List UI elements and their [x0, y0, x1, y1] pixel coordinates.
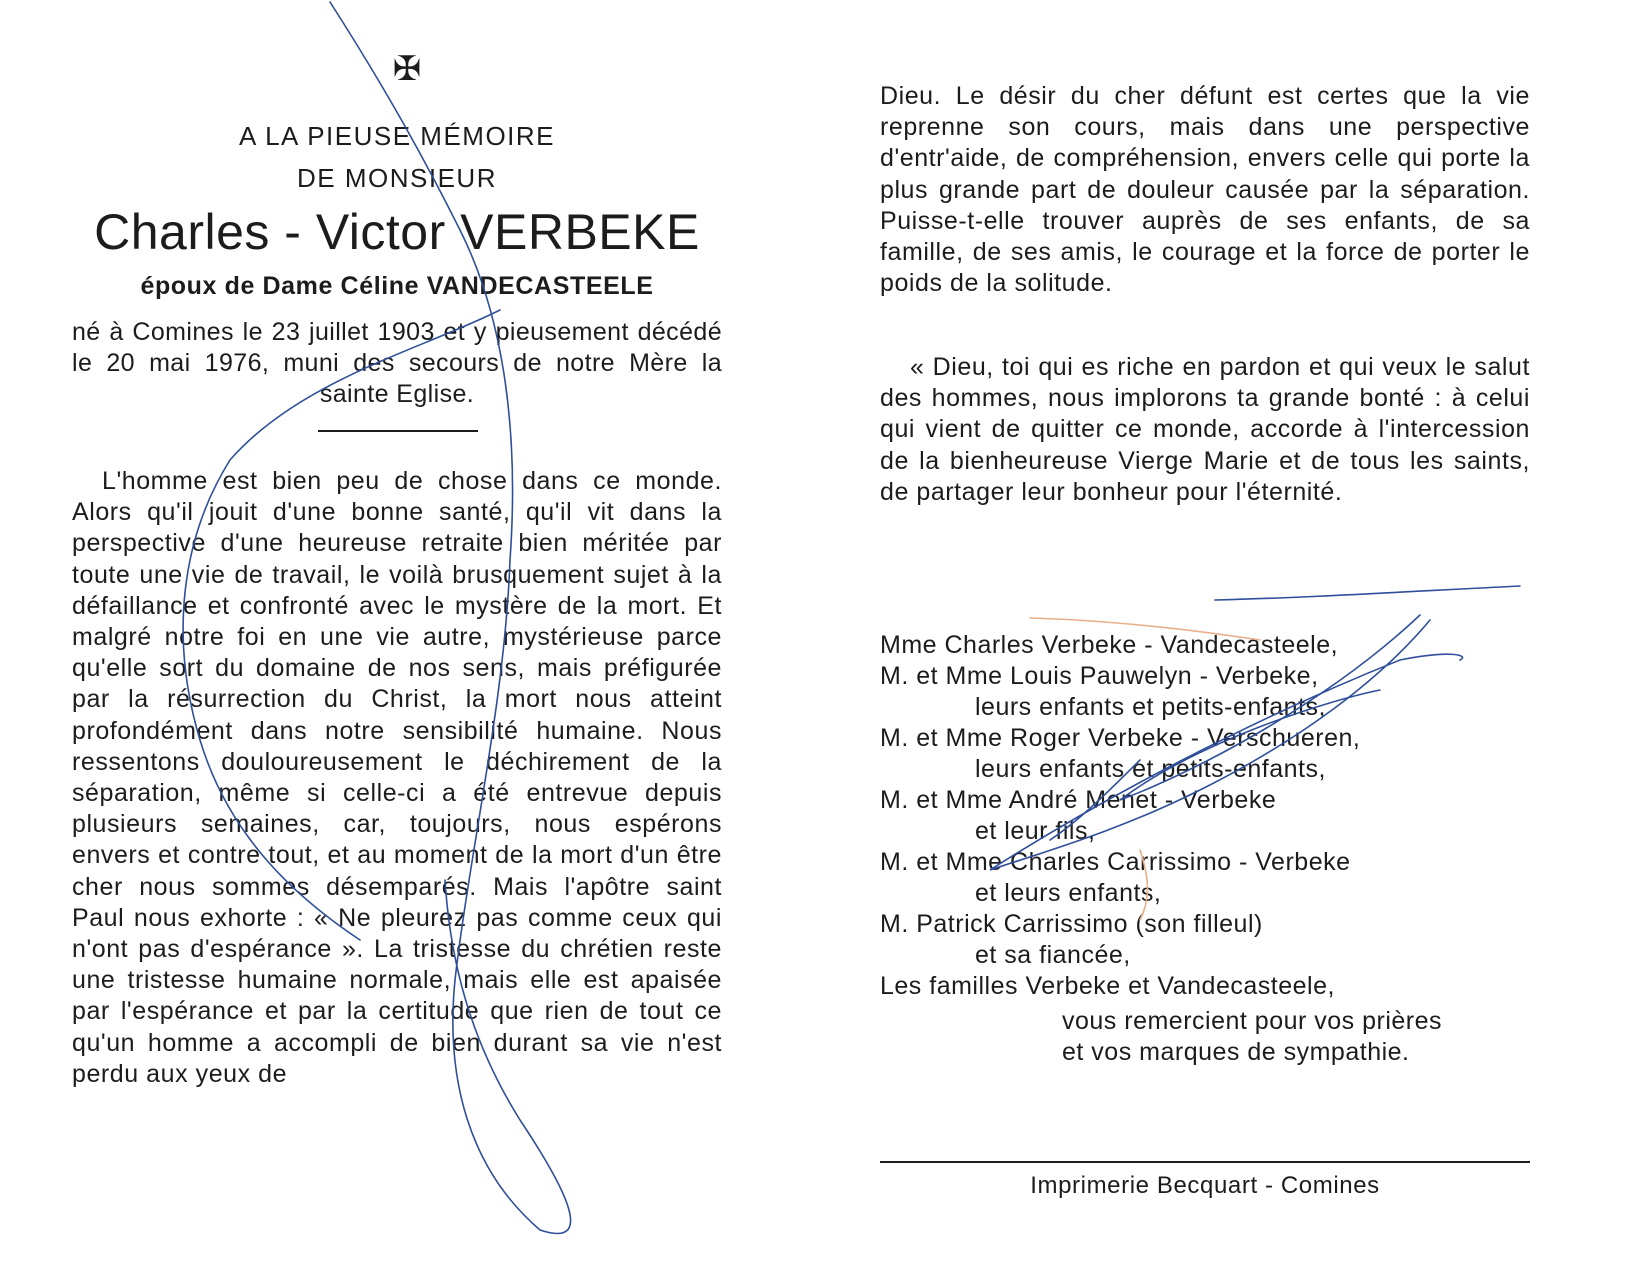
- divider: [880, 1161, 1530, 1163]
- thanks-line: vous remercient pour vos prières: [1062, 1007, 1443, 1035]
- family-member-line: Mme Charles Verbeke - Vandecasteele,: [880, 631, 1339, 659]
- deceased-name: Charles - Victor VERBEKE: [94, 204, 700, 260]
- family-member-line: M. et Mme Charles Carrissimo - Verbeke: [880, 848, 1351, 876]
- divider: [318, 430, 478, 432]
- memorial-subheading: DE MONSIEUR: [297, 163, 497, 193]
- family-member-line: et sa fiancée,: [975, 941, 1131, 969]
- thanks-line: et vos marques de sympathie.: [1062, 1038, 1410, 1066]
- family-member-line: M. et Mme André Menet - Verbeke: [880, 786, 1277, 814]
- family-member-line: M. et Mme Louis Pauwelyn - Verbeke,: [880, 662, 1319, 690]
- spouse-line: époux de Dame Céline VANDECASTEELE: [140, 272, 654, 300]
- right-column-text: Dieu. Le désir du cher défunt est certes que la vie reprenne son cours, mais dans une perspective d'entr'aide, de compréhension, envers celle qui porte la plus grande part de douleur causée par la séparation. Puisse-t-elle trouver auprès de ses enfants, de sa famille, de ses amis, le courage et la force de porter le poids de la solitude.: [880, 82, 1530, 298]
- memorial-heading: A LA PIEUSE MÉMOIRE: [238, 121, 556, 151]
- prayer-text: « Dieu, toi qui es riche en pardon et qui veux le salut des hommes, nous implorons ta grande bonté : à celui qui vient de quitter ce monde, accorde à l'intercession de la bienheureuse Vierge Marie et de tous les saints, de partager leur bonheur pour l'éternité.: [880, 353, 1530, 506]
- family-member-line: Les familles Verbeke et Vandecasteele,: [880, 972, 1335, 1000]
- family-member-line: et leur fils,: [975, 817, 1096, 845]
- family-member-line: leurs enfants et petits-enfants,: [975, 693, 1326, 721]
- family-member-line: et leurs enfants,: [975, 879, 1162, 907]
- family-member-line: leurs enfants et petits-enfants,: [975, 755, 1326, 783]
- birth-death-info: né à Comines le 23 juillet 1903 et y pieusement décédé le 20 mai 1976, muni des secours de notre Mère la sainte Eglise.: [72, 318, 722, 408]
- family-member-line: M. et Mme Roger Verbeke - Verschueren,: [880, 724, 1361, 752]
- family-list: [880, 630, 1560, 1002]
- scribble-stroke: [1215, 586, 1520, 600]
- cross-icon: ✠: [392, 50, 422, 88]
- printer-credit: Imprimerie Becquart - Comines: [1030, 1172, 1380, 1199]
- family-member-line: M. Patrick Carrissimo (son filleul): [880, 910, 1263, 938]
- left-column-text: L'homme est bien peu de chose dans ce monde. Alors qu'il jouit d'une bonne santé, qu'il vit dans la perspective d'une heureuse retraite bien méritée par toute une vie de travail, le voilà brusquement sujet à la défaillance et confronté avec le mystère de la mort. Et malgré notre foi en une vie autre, mystérieuse parce qu'elle sort du domaine de nos sens, mais préfigurée par la résurrection du Christ, la mort nous atteint profondément dans notre sensibilité humaine. Nous ressentons douloureusement le déchirement de la séparation, même si celle-ci a été entrevue depuis plusieurs semaines, car, toujours, nous espérons envers et contre tout, et au moment de la mort d'un être cher nous sommes désemparés. Mais l'apôtre saint Paul nous exhorte : « Ne pleurez pas comme ceux qui n'ont pas d'espérance ». La tristesse du chrétien reste une tristesse humaine normale, mais elle est apaisée par l'espérance et par la certitude que rien de tout ce qu'un homme a accompli de bien durant sa vie n'est perdu aux yeux de: [72, 467, 722, 1088]
- thanks-block: [1062, 1006, 1582, 1068]
